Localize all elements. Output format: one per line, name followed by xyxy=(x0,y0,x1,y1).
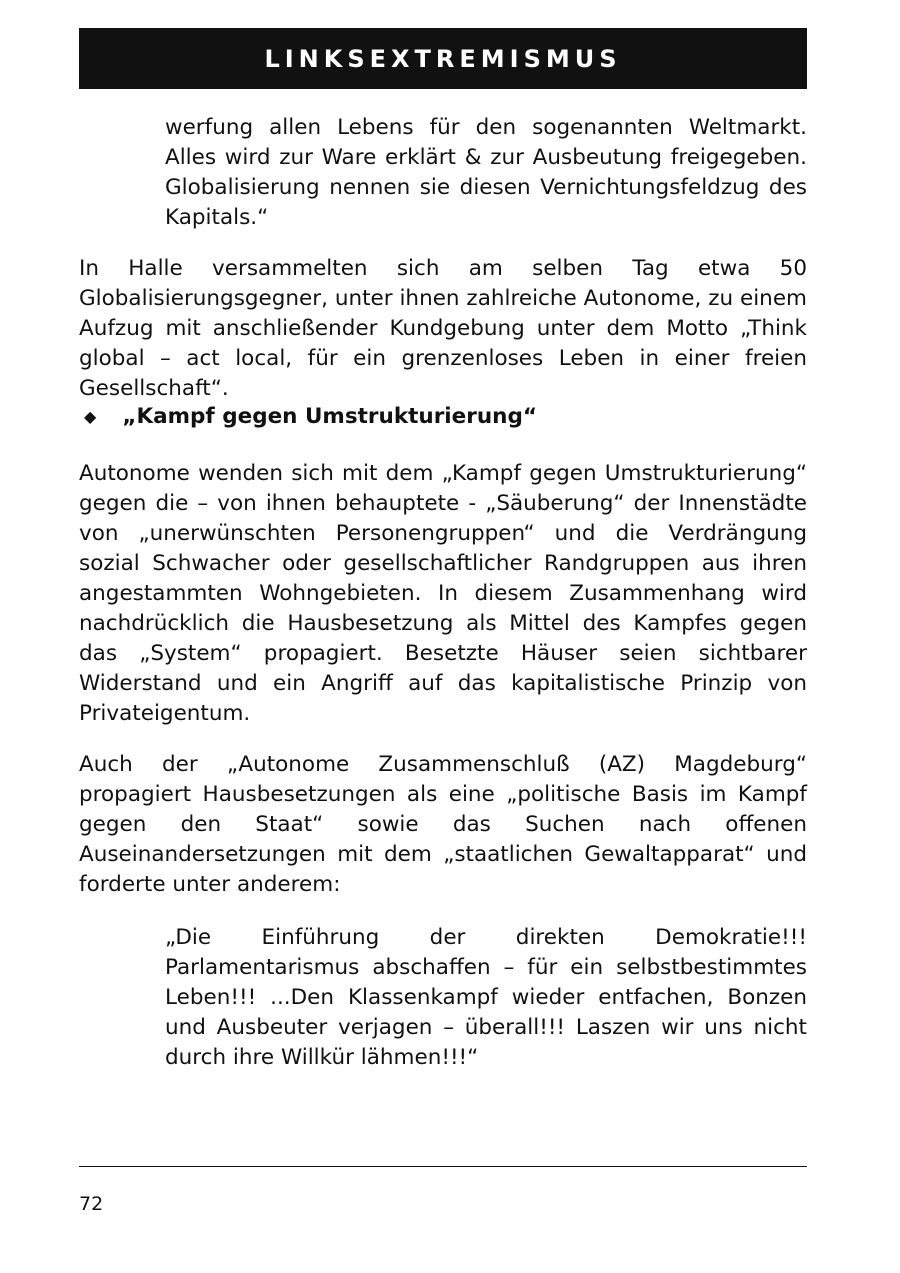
paragraph-halle: In Halle versammelten sich am selben Tag etwa 50 Globalisierungsgegner, unter ihnen zahlreiche Autonome, zu einem Aufzug mit anschließender Kundgebung unter dem Motto „Think global – act local, für ein grenzenloses Leben in einer freien Gesellschaft“. xyxy=(79,256,807,401)
running-header xyxy=(79,28,807,89)
block-quote-continued: werfung allen Lebens für den sogenannten Weltmarkt. Alles wird zur Ware erklärt & zur Ausbeutung freigegeben. Globalisierung nennen sie diesen Vernichtungsfeldzug des Kapitals.“ xyxy=(165,115,807,230)
page-number: 72 xyxy=(79,1193,104,1215)
paragraph-magdeburg: Auch der „Autonome Zusammenschluß (AZ) Magdeburg“ propagiert Hausbesetzungen als eine „politische Basis im Kampf gegen den Staat“ sowie das Suchen nach offenen Auseinandersetzungen mit dem „staatlichen Gewaltapparat“ und forderte unter anderem: xyxy=(79,752,807,897)
section-heading xyxy=(84,398,804,434)
running-header-title: LINKSEXTREMISMUS xyxy=(264,44,622,73)
footer-divider xyxy=(79,1166,807,1167)
section-heading-text: „Kampf gegen Umstrukturierung“ xyxy=(122,403,537,429)
block-quote-demands: „Die Einführung der direkten Demokratie!!! Parlamentarismus abschaffen – für ein selbstbestimmtes Leben!!! ...Den Klassenkampf wieder entfachen, Bonzen und Ausbeuter verjagen – überall!!! Laszen wir uns nicht durch ihre Willkür lähmen!!!“ xyxy=(165,925,807,1070)
paragraph-autonome: Autonome wenden sich mit dem „Kampf gegen Umstrukturierung“ gegen die – von ihnen behauptete - „Säuberung“ der Innenstädte von „unerwünschten Personengruppen“ und die Verdrängung sozial Schwacher oder gesellschaftlicher Randgruppen aus ihren angestammten Wohngebieten. In diesem Zusammenhang wird nachdrücklich die Hausbesetzung als Mittel des Kampfes gegen das „System“ propagiert. Besetzte Häuser seien sichtbarer Widerstand und ein Angriff auf das kapitalistische Prinzip von Privateigentum. xyxy=(79,461,807,726)
diamond-bullet-icon: ◆ xyxy=(84,406,97,426)
